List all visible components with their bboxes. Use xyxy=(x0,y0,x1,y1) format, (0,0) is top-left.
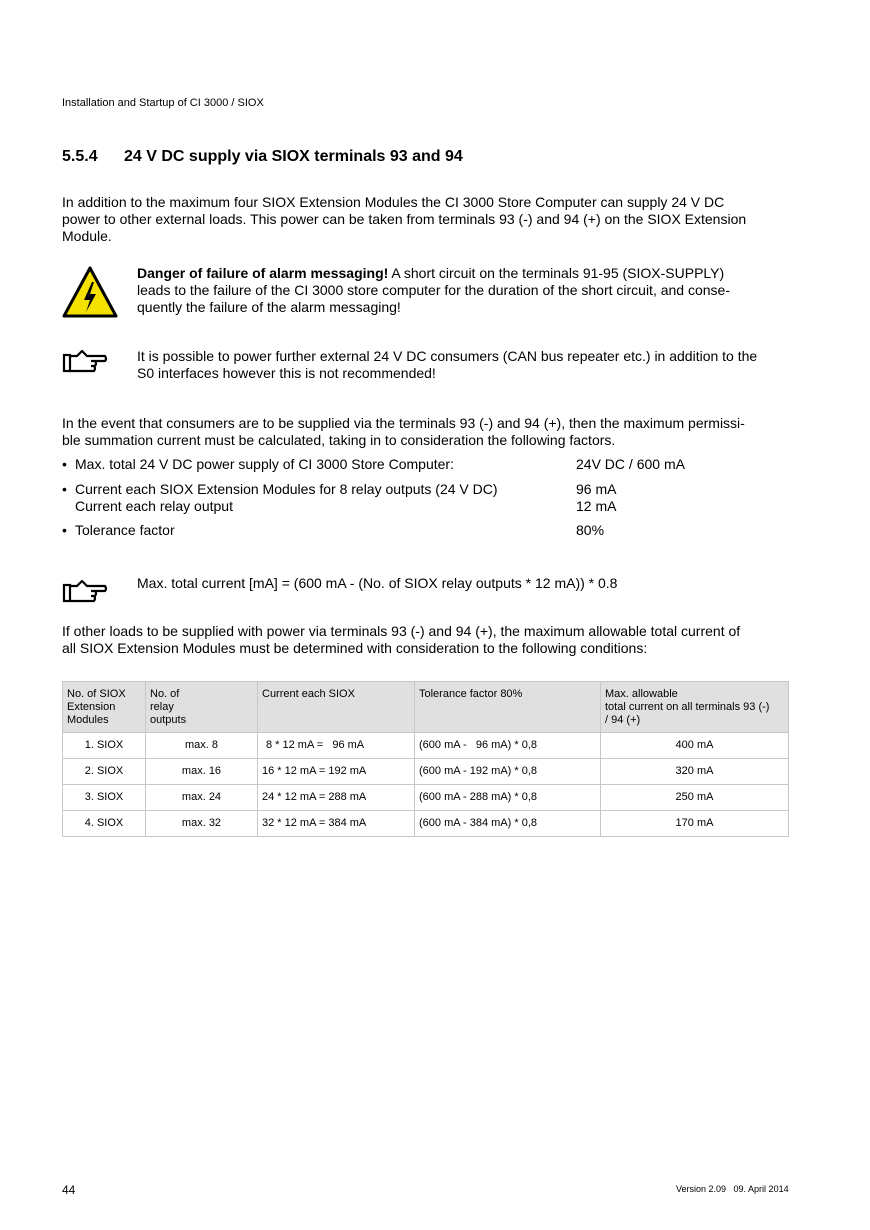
high-voltage-warning-icon xyxy=(62,266,118,318)
warning-line: quently the failure of the alarm messaging! xyxy=(137,299,401,315)
calculation-paragraph xyxy=(62,415,792,449)
running-header: Installation and Startup of CI 3000 / SIOX xyxy=(62,97,264,109)
formula-note: Max. total current [mA] = (600 mA - (No. of SIOX relay outputs * 12 mA)) * 0.8 xyxy=(137,575,618,591)
calc-line: ble summation current must be calculated, taking in to consideration the following factors. xyxy=(62,432,616,448)
cell-outputs: max. 24 xyxy=(146,785,258,811)
cell-current: 16 * 12 mA = 192 mA xyxy=(258,759,415,785)
cell-outputs: max. 32 xyxy=(146,811,258,837)
pointing-hand-icon xyxy=(62,578,108,606)
warning-text: A short circuit on the terminals 91-95 (SIOX-SUPPLY) xyxy=(388,265,725,281)
intro-line: power to other external loads. This power can be taken from terminals 93 (-) and 94 (+) on the SIOX Extension xyxy=(62,211,747,227)
table-row xyxy=(63,759,789,785)
bullet-item xyxy=(62,481,792,515)
table-header-row xyxy=(63,682,789,733)
header-modules: No. of SIOX Extension Modules xyxy=(63,682,146,733)
bullet-text: Max. total 24 V DC power supply of CI 3000 Store Computer: xyxy=(75,456,454,472)
bullet-value: 96 mA xyxy=(576,481,617,497)
cell-max: 400 mA xyxy=(601,733,789,759)
cell-outputs: max. 16 xyxy=(146,759,258,785)
cell-current: 24 * 12 mA = 288 mA xyxy=(258,785,415,811)
cell-tolerance: (600 mA - 384 mA) * 0,8 xyxy=(415,811,601,837)
cell-module: 4. SIOX xyxy=(63,811,146,837)
cell-module: 1. SIOX xyxy=(63,733,146,759)
cell-outputs: max. 8 xyxy=(146,733,258,759)
warning-line: leads to the failure of the CI 3000 store computer for the duration of the short circuit, and conse- xyxy=(137,282,730,298)
header-relay-outputs: No. of relay outputs xyxy=(146,682,258,733)
section-title: 24 V DC supply via SIOX terminals 93 and 94 xyxy=(124,148,463,165)
bullet-value: 80% xyxy=(576,522,605,538)
version-date: Version 2.09 09. April 2014 xyxy=(676,1184,789,1194)
note-line: It is possible to power further external 24 V DC consumers (CAN bus repeater etc.) in addition to the xyxy=(137,348,758,364)
header-current-each: Current each SIOX xyxy=(258,682,415,733)
note-line: S0 interfaces however this is not recommended! xyxy=(137,365,436,381)
cell-current: 8 * 12 mA = 96 mA xyxy=(258,733,415,759)
bullet-value: 24V DC / 600 mA xyxy=(576,456,685,472)
header-max-allowable: Max. allowable total current on all terminals 93 (-) / 94 (+) xyxy=(601,682,789,733)
pointing-hand-icon xyxy=(62,348,108,376)
bullet-value: 12 mA xyxy=(576,498,617,514)
header-tolerance: Tolerance factor 80% xyxy=(415,682,601,733)
warning-title: Danger of failure of alarm messaging! xyxy=(137,265,389,281)
cell-tolerance: (600 mA - 96 mA) * 0,8 xyxy=(415,733,601,759)
bullet-dot: • xyxy=(62,456,67,472)
cell-current: 32 * 12 mA = 384 mA xyxy=(258,811,415,837)
outro-line: all SIOX Extension Modules must be determined with consideration to the following conditions: xyxy=(62,640,648,656)
section-heading xyxy=(62,148,463,166)
outro-line: If other loads to be supplied with power via terminals 93 (-) and 94 (+), the maximum allowable total current of xyxy=(62,623,741,639)
table-row xyxy=(63,785,789,811)
bullet-text: Current each SIOX Extension Modules for 8 relay outputs (24 V DC) xyxy=(75,481,498,497)
bullet-dot: • xyxy=(62,522,67,538)
intro-line: In addition to the maximum four SIOX Extension Modules the CI 3000 Store Computer can supply 24 V DC xyxy=(62,194,725,210)
section-number: 5.5.4 xyxy=(62,148,98,165)
note-recommendation xyxy=(137,348,792,382)
bullet-dot: • xyxy=(62,481,67,497)
cell-max: 170 mA xyxy=(601,811,789,837)
cell-module: 2. SIOX xyxy=(63,759,146,785)
bullet-text: Tolerance factor xyxy=(75,522,175,538)
cell-tolerance: (600 mA - 192 mA) * 0,8 xyxy=(415,759,601,785)
cell-module: 3. SIOX xyxy=(63,785,146,811)
cell-max: 320 mA xyxy=(601,759,789,785)
intro-paragraph xyxy=(62,194,792,245)
bullet-text: Current each relay output xyxy=(75,498,233,514)
cell-tolerance: (600 mA - 288 mA) * 0,8 xyxy=(415,785,601,811)
page-number: 44 xyxy=(62,1183,76,1197)
conditions-paragraph xyxy=(62,623,792,657)
table-row xyxy=(63,733,789,759)
cell-max: 250 mA xyxy=(601,785,789,811)
warning-callout xyxy=(137,265,792,316)
calc-line: In the event that consumers are to be supplied via the terminals 93 (-) and 94 (+), then the maximum permissi- xyxy=(62,415,745,431)
table-row xyxy=(63,811,789,837)
intro-line: Module. xyxy=(62,228,112,244)
current-table xyxy=(62,681,789,837)
